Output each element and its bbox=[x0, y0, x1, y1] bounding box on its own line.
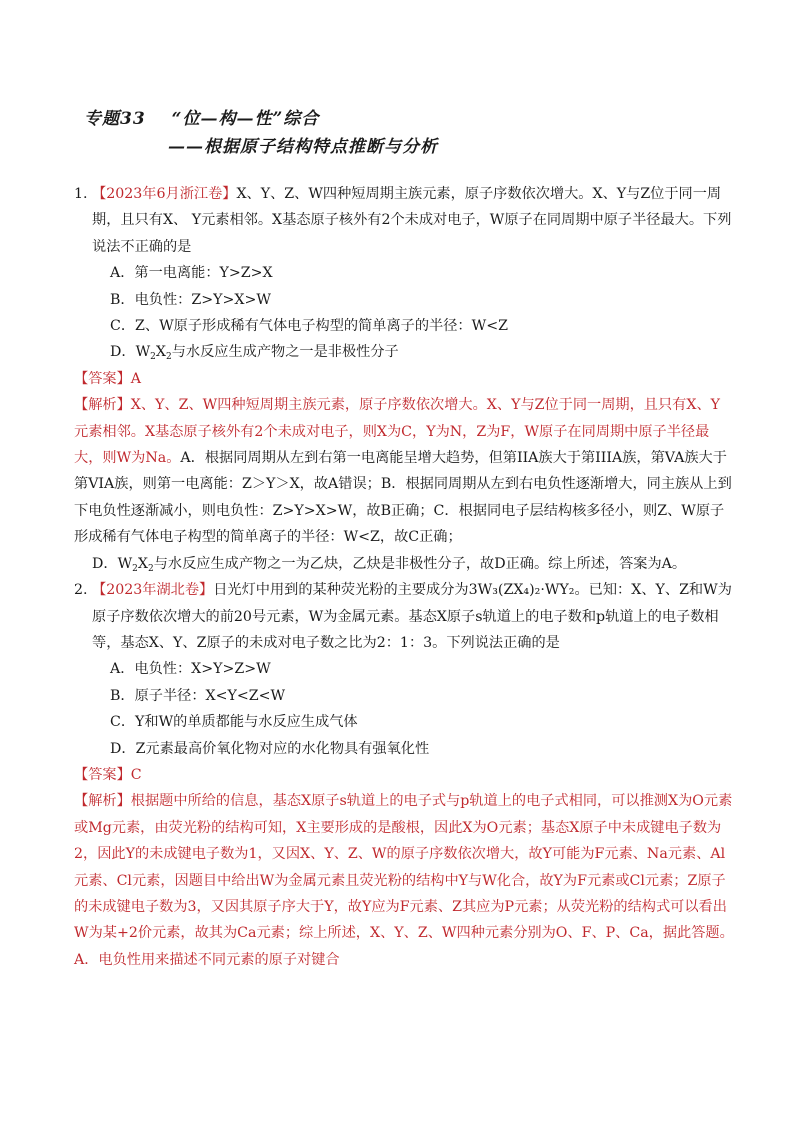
analysis-text-d bbox=[74, 551, 734, 577]
analysis-label: 【解析】 bbox=[74, 397, 131, 414]
analysis-part: D．W bbox=[92, 555, 133, 572]
analysis-text bbox=[74, 392, 734, 550]
answer-label: 【答案】 bbox=[74, 370, 131, 387]
analysis-block bbox=[74, 392, 734, 577]
topic-number: 专题33 bbox=[84, 109, 146, 129]
subscript: 2 bbox=[166, 352, 172, 363]
question-stem bbox=[92, 181, 734, 260]
analysis-label: 【解析】 bbox=[74, 793, 131, 810]
option-d-part: D．W bbox=[110, 344, 151, 361]
question-number: 2. bbox=[74, 582, 88, 599]
option-d: D．Z元素最高价氧化物对应的水化物具有强氧化性 bbox=[110, 740, 430, 757]
answer-value: A bbox=[130, 370, 142, 387]
question-1 bbox=[74, 181, 734, 366]
option-d bbox=[92, 339, 734, 365]
page-subtitle: ——根据原子结构特点推断与分析 bbox=[168, 137, 438, 157]
option-a: A．电负性：X>Y>Z>W bbox=[110, 661, 271, 678]
option-c: C．Z、W原子形成稀有气体电子构型的简单离子的半径：W<Z bbox=[110, 318, 508, 335]
subscript: 2 bbox=[148, 563, 154, 574]
formula: 3W₃(ZX₄)₂·WY₂ bbox=[468, 582, 575, 599]
page-title bbox=[84, 104, 319, 129]
answer-label: 【答案】 bbox=[74, 766, 131, 783]
question-number: 1. bbox=[74, 186, 88, 202]
topic-title: “位—构—性”综合 bbox=[171, 109, 320, 129]
option-b: B．电负性：Z>Y>X>W bbox=[110, 291, 271, 308]
answer-value: C bbox=[130, 766, 142, 783]
question-text: X、Y、Z、W四种短周期主族元素，原子序数依次增大。X、Y与Z位于同一周期，且只有X、 Y元素相邻。X基态原子核外有2个未成对电子，W原子在同周期中原子半径最大。下列说法不正确的是 bbox=[92, 186, 732, 255]
analysis-text bbox=[74, 788, 734, 973]
question-text: 。已知：X、Y、Z和W为原子序数依次增大的前20号元素，W为金属元素。基态X原子s轨道上的电子数和p轨道上的电子数相等，基态X、Y、Z原子的未成对电子数之比为2：1：3。下列说法正确的是 bbox=[92, 582, 732, 651]
option-d-part: X bbox=[155, 344, 166, 361]
subscript: 2 bbox=[132, 563, 138, 574]
question-text: 日光灯中用到的某种荧光粉的主要成分为 bbox=[213, 582, 469, 599]
option-c: C．Y和W的单质都能与水反应生成气体 bbox=[110, 714, 358, 731]
option-b: B．原子半径：X<Y<Z<W bbox=[110, 687, 286, 704]
analysis-block bbox=[74, 788, 734, 973]
subscript: 2 bbox=[150, 352, 156, 363]
analysis-part: A．根据同周期从左到右第一电离能呈增大趋势，但第IIA族大于第IIIA族，第VA族大于第VIA族，则第一电离能：Z＞Y＞X，故A错误；B．根据同周期从左到右电负性逐渐增大，同主族从上到下电负性逐渐减小，则电负性：Z>Y>X>W，故B正确；C．根据同电子层结构核多径小，则Z、W原子形成稀有气体电子构型的简单离子的半径：W<Z，故C正确； bbox=[74, 450, 732, 546]
option-d-part: 与水反应生成产物之一是非极性分子 bbox=[171, 344, 399, 361]
question-2 bbox=[74, 577, 734, 762]
answer-line bbox=[74, 366, 734, 392]
analysis-part: 根据题中所给的信息，基态X原子s轨道上的电子式与p轨道上的电子式相同，可以推测X为O元素或Mg元素，由荧光粉的结构可知，X主要形成的是酸根，因此X为O元素；基态X原子中未成键电子数为2，因此Y的未成键电子数为1，又因X、Y、Z、W的原子序数依次增大，故Y可能为F元素、Na元素、Al元素、Cl元素，因题目中给出W为金属元素且荧光粉的结构中Y与W化合，故Y为F元素或Cl元素；Z原子的未成键电子数为3，又因其原子序大于Y，故Y应为F元素、Z其应为P元素；从荧光粉的结构式可以看出W为某+2价元素，故其为Ca元素；综上所述，X、Y、Z、W四种元素分别为O、F、P、Ca，据此答题。A．电负性用来描述不同元素的原子对键合 bbox=[74, 793, 734, 968]
question-stem bbox=[92, 577, 734, 656]
document-body bbox=[74, 181, 734, 973]
analysis-part: X bbox=[137, 555, 148, 572]
question-source: 【2023年湖北卷】 bbox=[92, 582, 214, 599]
question-source: 【2023年6月浙江卷】 bbox=[92, 186, 237, 202]
option-a: A．第一电离能：Y>Z>X bbox=[110, 265, 273, 282]
analysis-part: 与水反应生成产物之一为乙炔，乙炔是非极性分子，故D正确。综上所述，答案为A。 bbox=[153, 555, 687, 572]
answer-line bbox=[74, 762, 734, 788]
analysis-part: X、Y、Z、W四种短周期主族元素，原子序数依次增大。X、Y与Z位于同一周期，且只有X、Y元素相邻。X基态原子核外有2个未成对电子，则X为C，Y为N，Z为F，W原子在同周期中原子半径最大，则W为Na。 bbox=[74, 397, 721, 467]
